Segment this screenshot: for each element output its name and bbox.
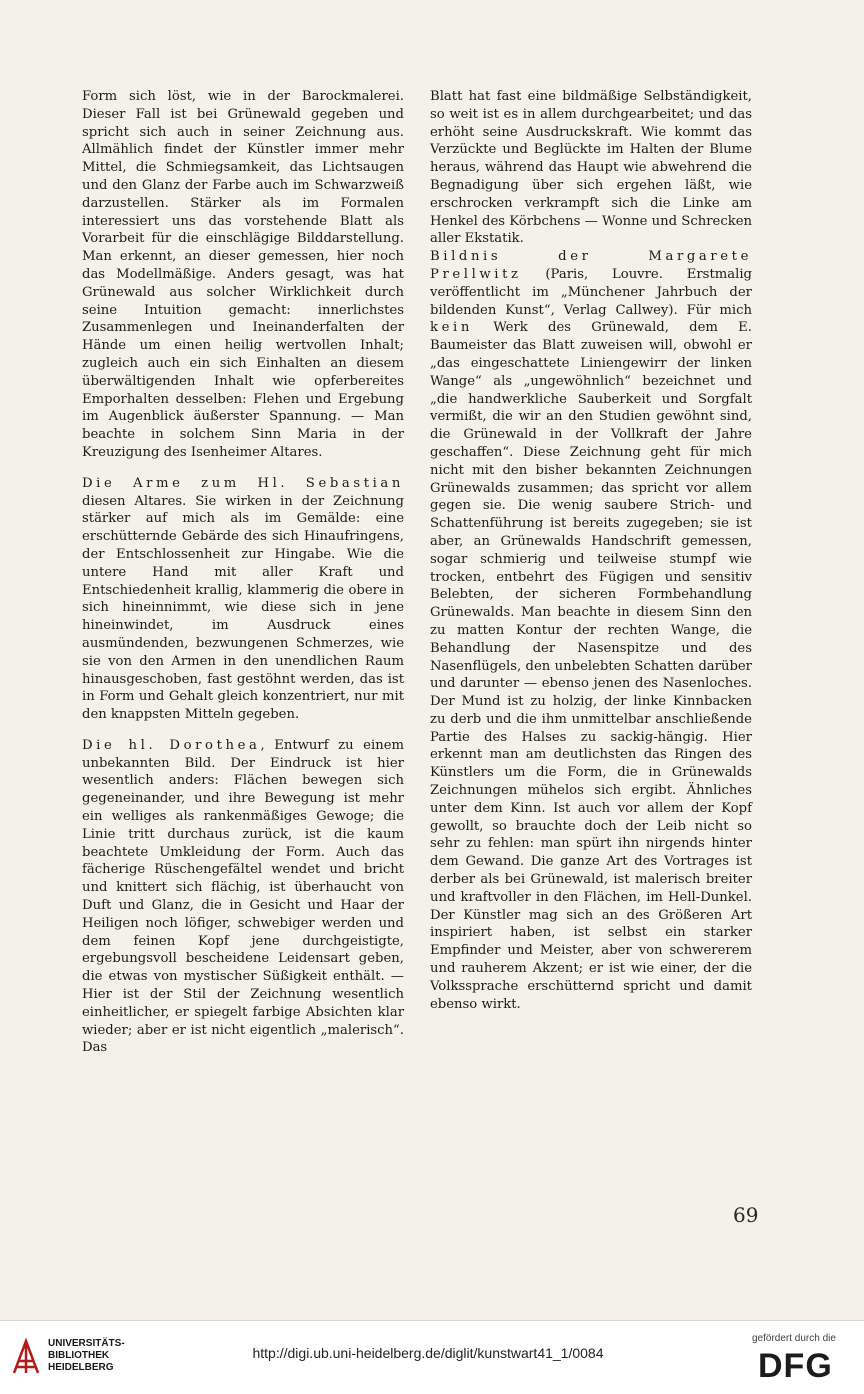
institution-line-1: UNIVERSITÄTS- [48, 1338, 125, 1349]
left-paragraph-3-text: , Entwurf zu einem unbekannten Bild. Der Eindruck ist hier wesentlich anders: Flächen bewegen sich gegeneinander, und ihre Bewegung ist mehr ein welliges als rankenmäßiges Gewoge; die Linie tritt durchaus zurück, ist die kaum beachtete Umkleidung der Form. Auch das fächerige Rüschengefältel wendet und bricht und knittert sich flächig, ist überhaucht von Duft und Glanz, die in Gesicht und Haar der Heiligen noch löfiger, schwebiger werden und dem feinen Kopf jene durchgeistigte, ergebungsvoll bescheidene Leidensart geben, die etwas von mystischer Süßigkeit enthält. — Hier ist der Stil der Zeichnung wesentlich einheitlicher, er spiegelt farbige Absichten klar wieder; aber er ist nicht eigentlich „malerisch“. Das [82, 737, 404, 1056]
left-paragraph-3 [82, 737, 404, 1057]
left-paragraph-1: Form sich löst, wie in der Barockmalerei. Dieser Fall ist bei Grünewald gegeben und spricht sich auch in seiner Zeichnung aus. Allmählich findet der Künstler immer mehr Mittel, die Schmiegsamkeit, das Lichtsaugen und den Glanz der Farbe auch im Schwarzweiß darzustellen. Stärker als im Formalen interessiert uns das vorstehende Blatt als Vorarbeit für die einschlägige Bilddarstellung. Man erkennt, an dieser gemessen, hier noch das Modellmäßige. Anders gesagt, was hat Grünewald aus solcher Wirklichkeit durch seine Intuition gemacht: innerlichstes Zusammenlegen und Ineinanderfalten der Hände um einen heilig wertvollen Inhalt; zugleich auch ein sich Einhalten an diesem überwältigenden Inhalt wie opferbereites Emporhalten desselben: Flehen und Ergebung im Augenblick äußerster Spannung. — Man beachte in solchem Sinn Maria in der Kreuzigung des Isenheimer Altares. [82, 89, 404, 460]
left-paragraph-2-text: diesen Altares. Sie wirken in der Zeichnung stärker auf mich als im Gemälde: eine erschütternde Gebärde des sich Hinaufringens, der Entschlossenheit zur Hingabe. Wie die untere Hand mit aller Kraft und Entschiedenheit krallig, klammerig die obere in sich hineinnimmt, wie diese sich in jene hineinwindet, im Ausdruck eines ausmündenden, bezwungenen Schmerzes, wie sie von den Armen in den unendlichen Raum hinausgeschoben, fast gestöhnt werden, das ist in Form und Gehalt gleich konzentriert, nur mit den knappsten Mitteln gegeben. [82, 493, 404, 723]
institution-name [48, 1338, 125, 1374]
page-number: 69 [733, 1203, 759, 1227]
right-paragraph-2 [430, 248, 752, 1013]
heading-dorothea: Die hl. Dorothea [82, 737, 261, 753]
right-column [430, 88, 752, 1013]
funding-text: gefördert durch die [752, 1333, 836, 1344]
heading-arme-sebastian: Die Arme zum Hl. Sebastian [82, 475, 404, 491]
heading-bildnis-prellwitz: Bildnis der Margarete Prellwitz [430, 249, 752, 282]
right-paragraph-2-text: (Paris, Louvre. Erstmalig veröffentlicht im „Münchener Jahrbuch der bildenden Kunst“, Verlag Callwey). Für mich [430, 266, 752, 318]
emphasis-kein: kein [430, 320, 473, 336]
left-column [82, 88, 404, 1057]
left-paragraph-2 [82, 475, 404, 724]
dfg-logo: DFG [758, 1347, 833, 1385]
footer-bar [0, 1320, 864, 1394]
right-paragraph-2-cont: Werk des Grünewald, dem E. Baumeister das Blatt zuweisen will, obwohl er „das eingeschattete Liniengewirr der linken Wange“ als „ungewöhnlich“ bezeichnet und „die handwerkliche Sauberkeit und Sorgfalt vermißt, die wir an den Studien gewöhnt sind, die Grünewald in der Vollkraft der Jahre geschaffen“. Diese Zeichnung geht für mich nicht mit den bisher bekannten Zeichnungen Grünewalds zusammen; das spricht vor allem gegen sie. Die wenig saubere Strich- und Schattenführung ist bereits zugegeben; sie ist aber, an Grünewalds Handschrift gemessen, sogar schmierig und teilweise stumpf wie trocken, entbehrt des Fügigen und sensitiv Belebten, der sicheren Formbehandlung Grünewalds. Man beachte in diesem Sinn den zu matten Kontur der rechten Wange, die Behandlung der Nasenspitze und des Nasenflügels, den unbelebten Schatten darüber und darunter — ebenso jenen des Nasenloches. Der Mund ist zu holzig, der linke Kinnbacken zu derb und die ihm unmittelbar anschließende Partie des Halses zu sackig-hängig. Hier erkennt man am deutlichsten das Ringen des Künstlers um die Form, die in Grünewalds Zeichnungen mühelos sich ergibt. Ähnliches unter dem Kinn. Ist auch vor allem der Kopf gewollt, so brauchte doch der Leib nicht so sehr zu fehlen: man spürt ihn nirgends hinter dem Gewand. Die ganze Art des Vortrages ist derber als bei Grünewald, ist malerisch breiter und kraftvoller in den Flächen, im Hell-Dunkel. Der Künstler mag sich an des Größeren Art inspiriert haben, ist selbst ein starker Empfinder und Meister, aber von schwererem und rauherem Akzent; er ist wie einer, der die Volkssprache erschütternd spricht und damit ebenso wirkt. [430, 320, 752, 1012]
source-url-link[interactable]: http://digi.ub.uni-heidelberg.de/diglit/kunstwart41_1/0084 [252, 1345, 604, 1361]
right-paragraph-1: Blatt hat fast eine bildmäßige Selbständigkeit, so weit ist es in allem durchgearbeitet; und das erhöht seine Ausdruckskraft. Wie kommt das Verzückte und Beglückte im Halten der Blume heraus, während das Haupt wie abwehrend die Begnadigung über sich ergehen läßt, wie erschrocken verkrampft sich die Linke am Henkel des Körbchens — Wonne und Schrecken aller Ekstatik. [430, 89, 752, 247]
institution-line-3: HEIDELBERG [48, 1362, 114, 1373]
university-library-logo-icon [10, 1337, 42, 1377]
institution-line-2: BIBLIOTHEK [48, 1350, 110, 1361]
